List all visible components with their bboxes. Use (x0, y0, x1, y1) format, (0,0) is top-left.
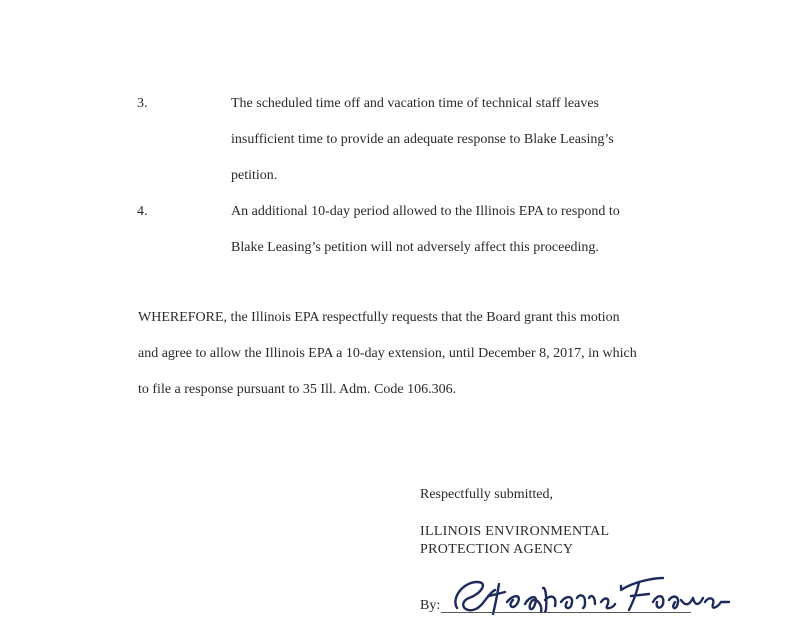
closing-text: Respectfully submitted, (420, 487, 553, 502)
wherefore-line: WHEREFORE, the Illinois EPA respectfully requests that the Board grant this motion (138, 310, 620, 325)
wherefore-paragraph (138, 300, 738, 408)
agency-line: PROTECTION AGENCY (420, 542, 574, 557)
wherefore-line: to file a response pursuant to 35 Ill. Adm. Code 106.306. (138, 382, 457, 397)
wherefore-line: and agree to allow the Illinois EPA a 10-day extension, until December 8, 2017, in which (138, 346, 637, 361)
handwritten-signature (443, 568, 733, 618)
item-line: Blake Leasing’s petition will not adversely affect this proceeding. (231, 240, 599, 255)
by-label: By: (420, 598, 441, 613)
item-number: 3. (137, 96, 148, 111)
item-line: The scheduled time off and vacation time of technical staff leaves (231, 96, 600, 111)
item-number: 4. (137, 204, 148, 219)
agency-name (420, 523, 609, 559)
item-paragraph (231, 194, 701, 266)
item-line: insufficient time to provide an adequate response to Blake Leasing’s (231, 132, 614, 147)
item-line: An additional 10-day period allowed to the Illinois EPA to respond to (231, 204, 620, 219)
signature-line (441, 612, 691, 613)
item-paragraph (231, 86, 701, 194)
agency-line: ILLINOIS ENVIRONMENTAL (420, 524, 610, 539)
item-line: petition. (231, 168, 278, 183)
